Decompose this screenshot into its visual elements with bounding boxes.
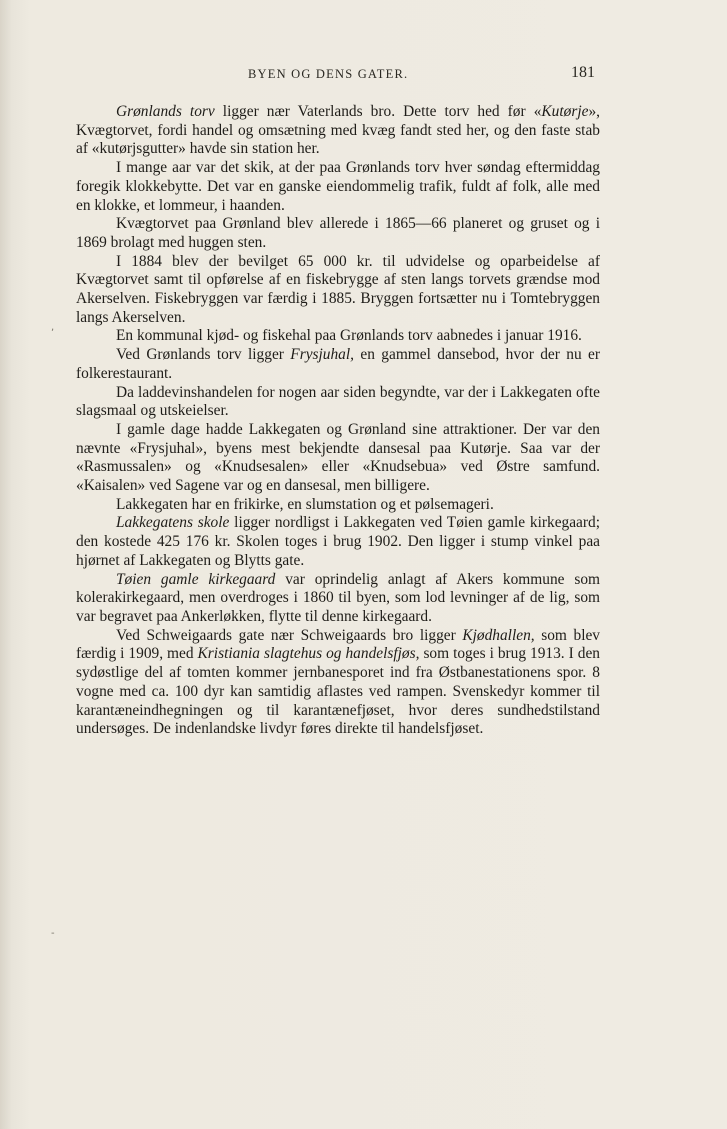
paragraph xyxy=(76,421,600,496)
text-run: Kvægtorvet paa Grønland blev allerede i 1865—66 planeret og gruset og i 1869 brolagt med huggen sten. xyxy=(76,215,600,251)
italic-text: Kristiania slagtehus og handelsfjøs, xyxy=(197,645,420,663)
text-run: Ved Schweigaards gate nær Schweigaards bro ligger xyxy=(116,626,463,644)
paragraph xyxy=(76,346,600,383)
text-run: », Kvægtorvet, fordi handel og omsætning med kvæg fandt sted her, og den faste stab af «kutørjsgutter» havde sin station her. xyxy=(76,103,600,158)
text-run: ligger nær Vaterlands bro. Dette torv hed før « xyxy=(214,103,542,120)
paragraph xyxy=(76,571,600,627)
text-run: I gamle dage hadde Lakkegaten og Grønland sine attraktioner. Der var den nævnte «Frysjuhal», byens mest bekjendte dansesal paa Kutørje. Saa var der «Rasmussalen» og «Knudsesalen» eller «Knudsebua» ved Østre samfund. «Kaisalen» ved Sagene var og en dansesal, men billigere. xyxy=(76,420,600,495)
paragraph xyxy=(76,159,600,215)
text-run: var oprindelig anlagt af Akers kommune som kolerakirkegaard, men overdroges i 1860 til byen, som lod levninger af de lig, som var begravet paa Ankerløkken, flytte til denne kirkegaard. xyxy=(76,570,600,625)
italic-text: Lakkegatens skole xyxy=(116,514,230,532)
paragraph xyxy=(76,103,600,159)
paragraph xyxy=(76,496,600,515)
text-run: I 1884 blev der bevilget 65 000 kr. til udvidelse og oparbeidelse af Kvægtorvet samt til opførelse af en fiskebrygge af sten langs torvets grændse mod Akerselven. Fiskebryggen var færdig i 1885. Bryggen fortsætter nu i Tomtebryggen langs Akerselven. xyxy=(76,252,600,326)
page-header xyxy=(0,66,727,86)
italic-text: Grønlands torv xyxy=(116,103,215,120)
text-run: Da laddevinshandelen for nogen aar siden begyndte, var der i Lakkegaten ofte slagsmaal og utskeielser. xyxy=(76,383,600,420)
italic-text: Tøien gamle kirkegaard xyxy=(116,570,276,588)
paragraph xyxy=(76,514,600,570)
text-run: I mange aar var det skik, at der paa Grønlands torv hver søndag eftermiddag foregik klokkebytte. Det var en ganske eiendommelig trafik, fuldt af folk, alle med en klokke, et lommeur, i haanden. xyxy=(76,159,600,214)
body-text xyxy=(76,103,600,739)
paragraph xyxy=(76,215,600,252)
margin-mark: - xyxy=(51,928,55,939)
paragraph xyxy=(76,384,600,421)
italic-text: Frysjuhal, xyxy=(290,346,354,364)
text-run: ligger nordligst i Lakkegaten ved Tøien gamle kirkegaard; den kostede 425 176 kr. Skolen toges i brug 1902. Den ligger i stump vinkel paa hjørnet af Lakkegaten og Blytts gate. xyxy=(76,514,600,569)
running-head: BYEN OG DENS GATER. xyxy=(248,67,409,81)
italic-text: Kjødhallen, xyxy=(462,626,535,644)
italic-text: Kutørje xyxy=(541,103,589,120)
page-number: 181 xyxy=(571,64,595,81)
text-run: som toges i brug 1913. I den sydøstlige del af tomten kommer jernbanesporet ind fra Østbanestationens spor. 8 vogne med ca. 100 dyr kan samtidig aflastes ved rampen. Svenskedyr kommer til karantæneindhegningen og til karantænefjøset, hvor deres sundhedstilstand undersøges. De indenlandske livdyr føres direkte til handelsfjøset. xyxy=(76,645,600,738)
text-run: Lakkegaten har en frikirke, en slumstation og et pølsemageri. xyxy=(116,495,494,513)
paragraph xyxy=(76,627,600,739)
paragraph xyxy=(76,327,600,346)
margin-mark: , xyxy=(51,322,55,333)
text-run: en gammel dansebod, hvor der nu er folkerestaurant. xyxy=(76,346,600,382)
text-run: som blev færdig i 1909, med xyxy=(76,626,601,663)
paragraph xyxy=(76,253,600,328)
text-run: Ved Grønlands torv ligger xyxy=(116,346,291,364)
text-run: En kommunal kjød- og fiskehal paa Grønlands torv aabnedes i januar 1916. xyxy=(116,327,582,345)
